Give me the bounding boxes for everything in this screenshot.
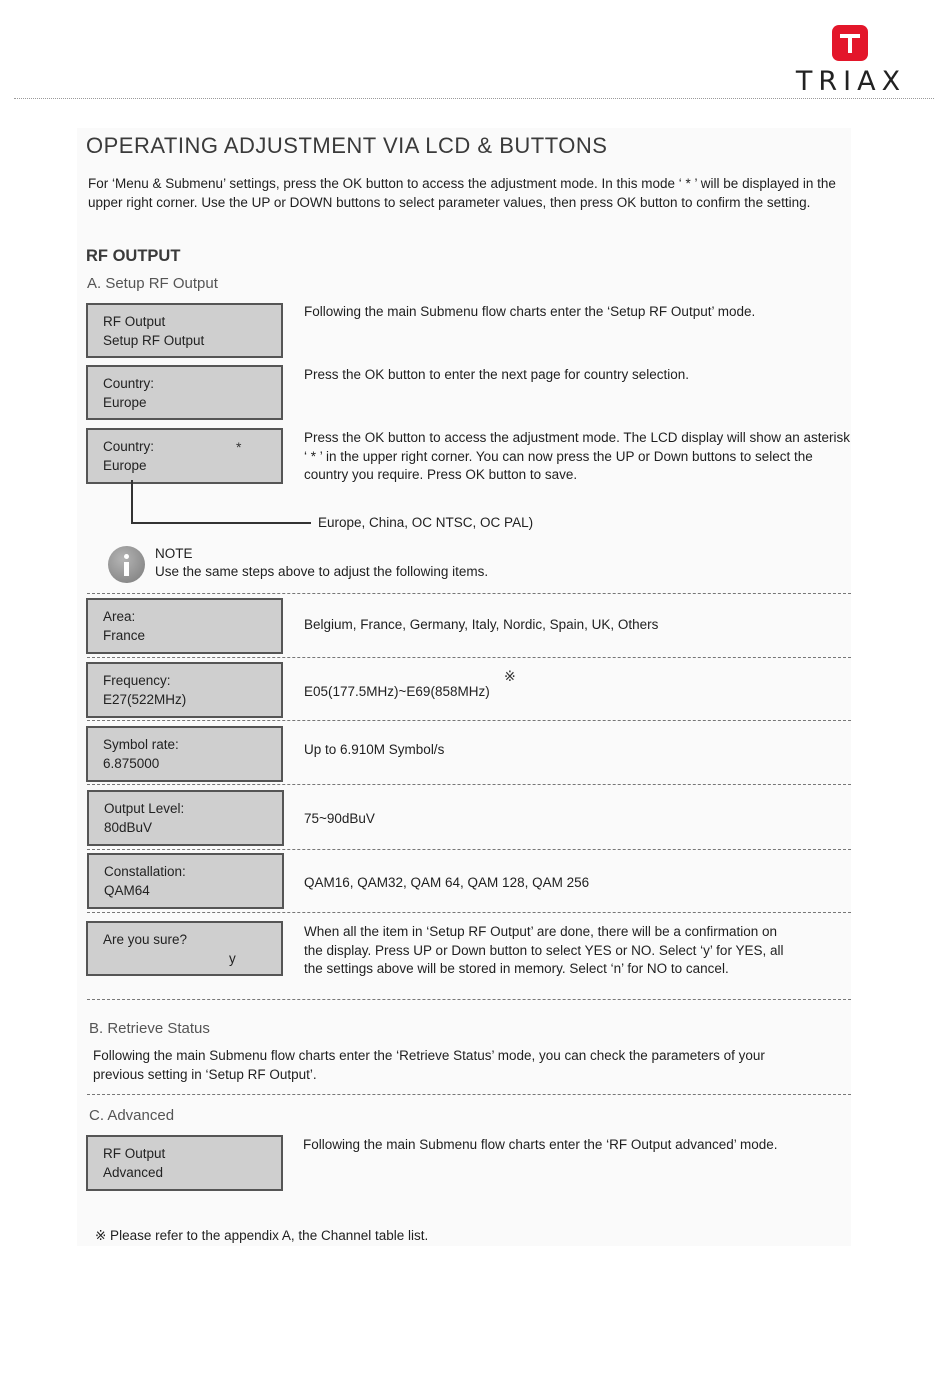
item-options: Up to 6.910M Symbol/s xyxy=(304,742,445,757)
dashed-divider xyxy=(87,720,851,721)
lcd-box-confirm xyxy=(86,921,283,976)
lcd-box-setup-rf-output xyxy=(86,303,283,358)
lcd-box-output-level xyxy=(87,790,284,846)
triax-logo-icon xyxy=(832,25,868,61)
item-options: QAM16, QAM32, QAM 64, QAM 128, QAM 256 xyxy=(304,875,590,890)
lcd-line-2: y xyxy=(229,950,236,966)
dashed-divider xyxy=(87,593,851,594)
lcd-box-constellation xyxy=(87,853,284,909)
lcd-line-2: Advanced xyxy=(103,1164,164,1180)
retrieve-status-text: Following the main Submenu flow charts enter the ‘Retrieve Status’ mode, you can check the parameters of your previous setting in ‘Setup RF Output’. xyxy=(93,1048,765,1082)
dashed-divider xyxy=(87,657,851,658)
lcd-line-1: Country: xyxy=(103,439,155,454)
lcd-line-1: Are you sure? xyxy=(103,932,188,947)
lcd-line-2: 80dBuV xyxy=(104,819,153,835)
note-title: NOTE xyxy=(155,546,193,561)
dashed-divider xyxy=(87,912,851,913)
header-divider xyxy=(14,98,934,99)
brand-name: TRIAX xyxy=(795,66,907,97)
lcd-line-2: QAM64 xyxy=(104,882,150,898)
lcd-box-area xyxy=(86,598,283,654)
options-bracket-line xyxy=(131,480,133,522)
dashed-divider xyxy=(87,1094,851,1095)
lcd-line-1: Country: xyxy=(103,376,155,391)
country-options: Europe, China, OC NTSC, OC PAL) xyxy=(318,515,534,530)
lcd-line-1: Area: xyxy=(103,609,136,624)
reference-mark: ※ xyxy=(504,668,516,684)
lcd-box-symbol-rate xyxy=(86,726,283,782)
lcd-box-country-edit xyxy=(86,428,283,484)
intro-paragraph: For ‘Menu & Submenu’ settings, press the OK button to access the adjustment mode. In this mode ‘ * ’ will be displayed in the upper right corner. Use the UP or DOWN buttons to select parameter values, then press OK button to confirm the setting. xyxy=(88,176,836,210)
note-text: Use the same steps above to adjust the following items. xyxy=(155,564,489,579)
lcd-line-1: Frequency: xyxy=(103,673,171,688)
item-options: Belgium, France, Germany, Italy, Nordic, Spain, UK, Others xyxy=(304,617,659,632)
item-options: 75~90dBuV xyxy=(304,811,375,826)
subsection-c-title: C. Advanced xyxy=(89,1107,175,1124)
lcd-box-advanced xyxy=(86,1135,283,1191)
step-description: Press the OK button to enter the next page for country selection. xyxy=(304,367,689,382)
lcd-line-2: Europe xyxy=(103,457,147,473)
lcd-line-1: Constallation: xyxy=(104,864,186,879)
lcd-line-1: RF Output xyxy=(103,314,166,329)
advanced-description: Following the main Submenu flow charts enter the ‘RF Output advanced’ mode. xyxy=(303,1137,778,1152)
subsection-a-title: A. Setup RF Output xyxy=(87,275,218,292)
lcd-line-1: Symbol rate: xyxy=(103,737,179,752)
dashed-divider xyxy=(87,784,851,785)
subsection-b-title: B. Retrieve Status xyxy=(89,1020,210,1037)
lcd-line-1: Output Level: xyxy=(104,801,185,816)
lcd-line-2: 6.875000 xyxy=(103,755,160,771)
confirm-description: When all the item in ‘Setup RF Output’ are done, there will be a confirmation on the display. Press UP or Down button to select YES or NO. Select ‘y’ for YES, all the settings above will be stored in memory. Select ‘n’ for NO to cancel. xyxy=(304,924,784,976)
dashed-divider xyxy=(87,849,851,850)
page-title: OPERATING ADJUSTMENT VIA LCD & BUTTONS xyxy=(86,133,608,158)
footnote: ※ Please refer to the appendix A, the Channel table list. xyxy=(95,1228,429,1243)
lcd-box-frequency xyxy=(86,662,283,718)
dashed-divider xyxy=(87,999,851,1000)
asterisk-indicator: * xyxy=(236,439,242,455)
lcd-line-2: E27(522MHz) xyxy=(103,691,187,707)
options-bracket-line xyxy=(131,522,311,524)
step-description: Press the OK button to access the adjustment mode. The LCD display will show an asterisk ‘ * ’ in the upper right corner. You can now press the UP or Down buttons to select the country you require. Press OK button to save. xyxy=(304,430,851,482)
lcd-line-1: RF Output xyxy=(103,1146,166,1161)
lcd-line-2: Europe xyxy=(103,394,147,410)
item-options: E05(177.5MHz)~E69(858MHz) xyxy=(304,684,490,699)
lcd-box-country xyxy=(86,365,283,420)
section-title-rf-output: RF OUTPUT xyxy=(86,247,181,265)
lcd-line-2: France xyxy=(103,627,146,643)
step-description: Following the main Submenu flow charts enter the ‘Setup RF Output’ mode. xyxy=(304,304,756,319)
info-icon xyxy=(108,546,145,583)
lcd-line-2: Setup RF Output xyxy=(103,332,205,348)
